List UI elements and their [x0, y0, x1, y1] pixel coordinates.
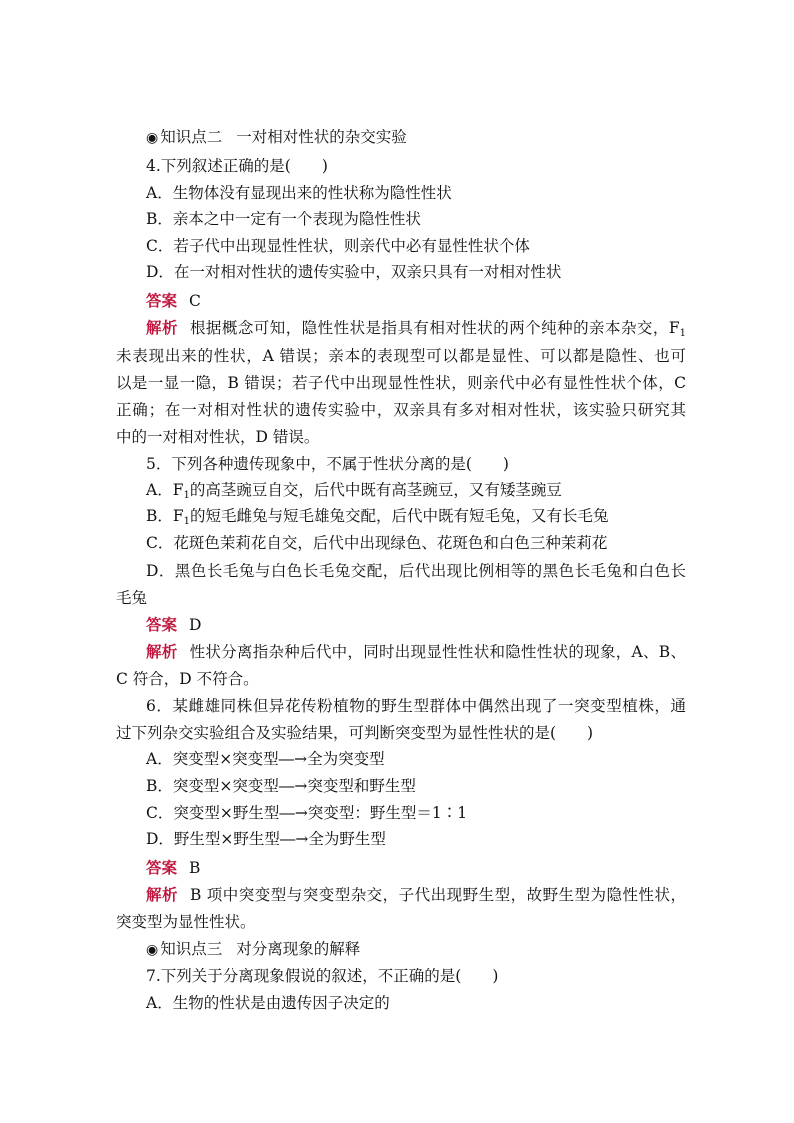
- analysis-text: 根据概念可知，隐性性状是指具有相对性状的两个纯种的亲本杂交，F: [189, 319, 680, 337]
- option-text: 的高茎豌豆自交，后代中既有高茎豌豆，又有矮茎豌豆: [189, 481, 562, 499]
- analysis-label: 解析: [146, 318, 178, 337]
- question-6-analysis-line-1: [146, 882, 686, 908]
- question-5-answer: [146, 612, 686, 638]
- question-6-option-a: A．突变型×突变型―→全为突变型: [146, 750, 385, 768]
- section-title: 一对相对性状的杂交实验: [236, 128, 407, 146]
- question-6-option-d: D．野生型×野生型―→全为野生型: [146, 830, 386, 848]
- option-prefix: B．F: [146, 507, 184, 525]
- question-6-option-c: C．突变型×野生型―→突变型：野生型＝1∶1: [146, 804, 468, 822]
- question-4-analysis-line-2: 未表现出来的性状，A 错误；亲本的表现型可以都是显性、可以都是隐性、也可: [116, 347, 686, 365]
- answer-value: C: [189, 292, 201, 310]
- analysis-label: 解析: [146, 642, 178, 661]
- question-4-answer: [146, 288, 686, 314]
- question-6-stem-line-1: 6．某雌雄同株但异花传粉植物的野生型群体中偶然出现了一突变型植株，通: [146, 697, 686, 715]
- answer-value: B: [189, 859, 201, 877]
- section-label: 知识点三: [160, 940, 223, 958]
- subscript: 1: [183, 490, 190, 501]
- section-title: 对分离现象的解释: [236, 940, 361, 958]
- question-4-analysis-line-4: 正确；在一对相对性状的遗传实验中，双亲具有多对相对性状，该实验只研究其: [116, 401, 686, 419]
- question-4-option-b: B．亲本之中一定有一个表现为隐性性状: [146, 210, 421, 228]
- analysis-label: 解析: [146, 885, 178, 904]
- question-4-stem: 4.下列叙述正确的是( ): [146, 157, 328, 175]
- question-6-analysis-line-2: 突变型为显性性状。: [116, 913, 256, 931]
- question-4-option-c: C．若子代中出现显性性状，则亲代中必有显性性状个体: [146, 237, 530, 255]
- analysis-text: 性状分离指杂种后代中，同时出现显性性状和隐性性状的现象，A、B、: [189, 643, 686, 661]
- question-7-stem: 7.下列关于分离现象假说的叙述，不正确的是( ): [146, 967, 499, 985]
- question-5-option-d-line-1: D．黑色长毛兔与白色长毛兔交配，后代出现比例相等的黑色长毛兔和白色长: [146, 562, 686, 580]
- option-text: 的短毛雌兔与短毛雄兔交配，后代中既有短毛兔，又有长毛兔: [190, 507, 609, 525]
- question-7-option-a: A．生物的性状是由遗传因子决定的: [146, 994, 390, 1012]
- analysis-text: B 项中突变型与突变型杂交，子代出现野生型，故野生型为隐性性状，: [189, 886, 686, 904]
- section-marker-icon: ◉: [146, 942, 159, 958]
- question-4-analysis-line-5: 中的一对相对性状，D 错误。: [116, 428, 320, 446]
- question-5-option-d-line-2: 毛兔: [116, 589, 148, 607]
- question-6-option-b: B．突变型×突变型―→突变型和野生型: [146, 777, 416, 795]
- question-6-stem-line-2: 过下列杂交实验组合及实验结果，可判断突变型为显性性状的是( ): [116, 724, 594, 742]
- section-heading-2: [146, 124, 686, 151]
- question-5-analysis-line-1: [146, 639, 686, 665]
- question-5-option-c: C．花斑色茉莉花自交，后代中出现绿色、花斑色和白色三种茉莉花: [146, 534, 608, 552]
- section-label: 知识点二: [160, 128, 223, 146]
- answer-label: 答案: [146, 858, 178, 877]
- question-5-stem: 5．下列各种遗传现象中，不属于性状分离的是( ): [146, 455, 509, 473]
- question-4-analysis-line-3: 以是一显一隐，B 错误；若子代中出现显性性状，则亲代中必有显性性状个体，C: [116, 374, 686, 392]
- question-5-analysis-line-2: C 符合，D 不符合。: [116, 670, 259, 688]
- option-prefix: A．F: [146, 481, 184, 499]
- question-4-option-d: D．在一对相对性状的遗传实验中，双亲只具有一对相对性状: [146, 263, 562, 281]
- subscript: 1: [183, 516, 191, 527]
- section-marker-icon: ◉: [146, 130, 159, 146]
- answer-label: 答案: [146, 615, 178, 634]
- subscript: 1: [679, 328, 686, 339]
- question-6-answer: [146, 855, 686, 881]
- section-heading-3: [146, 936, 686, 963]
- question-4-option-a: A．生物体没有显现出来的性状称为隐性性状: [146, 184, 452, 202]
- answer-label: 答案: [146, 291, 178, 310]
- answer-value: D: [189, 616, 202, 634]
